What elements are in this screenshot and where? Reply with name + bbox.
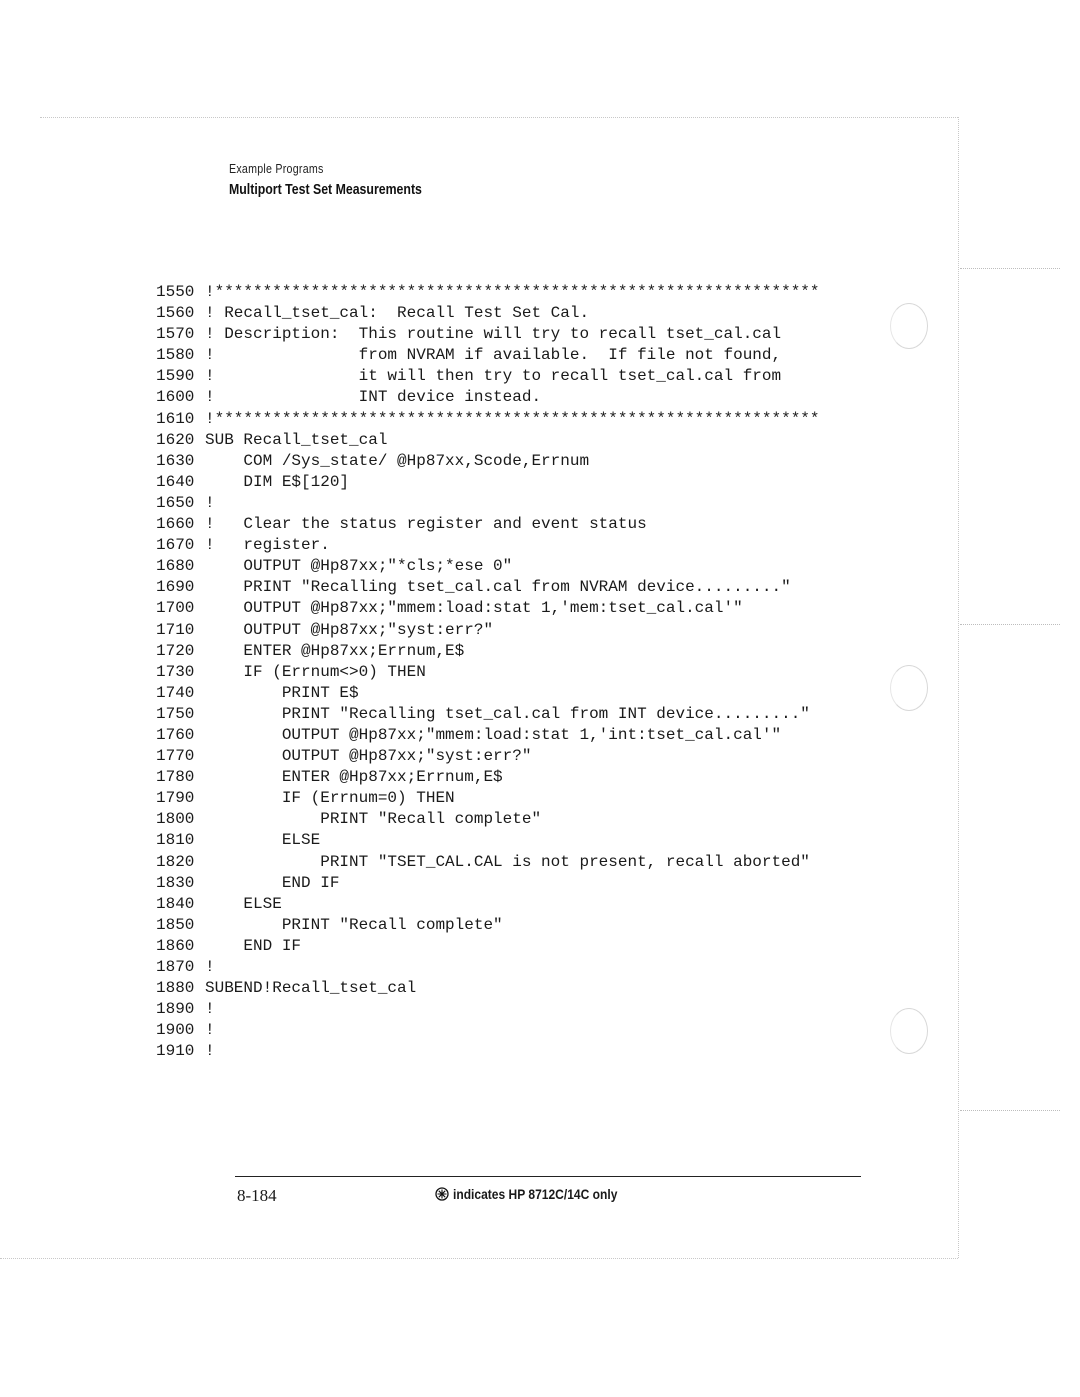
line-number: 1560 bbox=[156, 304, 195, 323]
code-line bbox=[156, 387, 820, 408]
code-text: ! bbox=[205, 1042, 215, 1061]
line-number: 1810 bbox=[156, 831, 195, 850]
code-text: OUTPUT @Hp87xx;"syst:err?" bbox=[205, 620, 494, 639]
line-number: 1910 bbox=[156, 1042, 195, 1061]
code-text: IF (Errnum<>0) THEN bbox=[205, 662, 426, 681]
section-title: Example Programs bbox=[229, 161, 324, 176]
code-text: DIM E$[120] bbox=[205, 472, 350, 491]
line-number: 1890 bbox=[156, 1000, 195, 1019]
code-text: ! Clear the status register and event status bbox=[205, 515, 647, 534]
code-text: PRINT "Recall complete" bbox=[205, 915, 503, 934]
code-line bbox=[156, 598, 820, 619]
line-number: 1820 bbox=[156, 852, 195, 871]
code-text: ! INT device instead. bbox=[205, 388, 542, 407]
edge-tick bbox=[960, 268, 1060, 269]
line-number: 1900 bbox=[156, 1021, 195, 1040]
line-number: 1840 bbox=[156, 894, 195, 913]
code-line bbox=[156, 535, 820, 556]
code-line bbox=[156, 472, 820, 493]
code-line bbox=[156, 366, 820, 387]
running-header bbox=[229, 161, 456, 198]
code-line bbox=[156, 493, 820, 514]
code-line bbox=[156, 873, 820, 894]
code-line bbox=[156, 514, 820, 535]
edge-tick bbox=[960, 1110, 1060, 1111]
line-number: 1780 bbox=[156, 768, 195, 787]
code-text: PRINT E$ bbox=[205, 683, 359, 702]
page-top-edge bbox=[40, 117, 958, 118]
code-text: ! register. bbox=[205, 536, 330, 555]
code-text: ! bbox=[205, 493, 215, 512]
code-line bbox=[156, 662, 820, 683]
code-text: PRINT "Recall complete" bbox=[205, 810, 542, 829]
line-number: 1630 bbox=[156, 451, 195, 470]
code-text: COM /Sys_state/ @Hp87xx,Scode,Errnum bbox=[205, 451, 590, 470]
line-number: 1600 bbox=[156, 388, 195, 407]
code-text: ! bbox=[205, 958, 215, 976]
code-listing bbox=[156, 282, 820, 1062]
code-text: SUBEND!Recall_tset_cal bbox=[205, 979, 417, 998]
code-text: PRINT "Recalling tset_cal.cal from NVRAM device........." bbox=[205, 578, 791, 597]
code-line bbox=[156, 809, 820, 830]
code-line bbox=[156, 1020, 820, 1041]
code-line bbox=[156, 852, 820, 873]
code-text: ! Recall_tset_cal: Recall Test Set Cal. bbox=[205, 304, 590, 323]
code-line bbox=[156, 324, 820, 345]
line-number: 1690 bbox=[156, 578, 195, 597]
line-number: 1750 bbox=[156, 704, 195, 723]
code-line bbox=[156, 999, 820, 1020]
code-line bbox=[156, 641, 820, 662]
line-number: 1710 bbox=[156, 620, 195, 639]
code-text: ! bbox=[205, 1021, 215, 1040]
code-line bbox=[156, 978, 820, 999]
line-number: 1620 bbox=[156, 430, 195, 449]
code-line bbox=[156, 409, 820, 430]
line-number: 1880 bbox=[156, 979, 195, 998]
code-line bbox=[156, 725, 820, 746]
page-bottom-edge bbox=[0, 1258, 958, 1259]
line-number: 1850 bbox=[156, 915, 195, 934]
code-text: ! bbox=[205, 1000, 215, 1019]
code-line bbox=[156, 894, 820, 915]
line-number: 1550 bbox=[156, 283, 195, 301]
code-line bbox=[156, 788, 820, 809]
page-number: 8-184 bbox=[237, 1186, 277, 1205]
line-number: 1660 bbox=[156, 515, 195, 534]
code-text: ENTER @Hp87xx;Errnum,E$ bbox=[205, 641, 465, 660]
punch-hole bbox=[890, 1008, 928, 1054]
code-line bbox=[156, 303, 820, 324]
code-text: ELSE bbox=[205, 831, 321, 850]
code-text: OUTPUT @Hp87xx;"syst:err?" bbox=[205, 747, 532, 766]
line-number: 1830 bbox=[156, 873, 195, 892]
code-line bbox=[156, 577, 820, 598]
line-number: 1770 bbox=[156, 747, 195, 766]
code-line bbox=[156, 957, 820, 978]
code-line bbox=[156, 936, 820, 957]
code-line bbox=[156, 915, 820, 936]
line-number: 1700 bbox=[156, 599, 195, 618]
code-text: ! it will then try to recall tset_cal.cal from bbox=[205, 367, 782, 386]
code-text: ELSE bbox=[205, 894, 282, 913]
edge-tick bbox=[960, 624, 1060, 625]
line-number: 1570 bbox=[156, 325, 195, 344]
code-text: OUTPUT @Hp87xx;"mmem:load:stat 1,'mem:tset_cal.cal'" bbox=[205, 599, 743, 618]
line-number: 1800 bbox=[156, 810, 195, 829]
line-number: 1610 bbox=[156, 409, 195, 428]
line-number: 1730 bbox=[156, 662, 195, 681]
code-line bbox=[156, 430, 820, 451]
punch-hole bbox=[890, 665, 928, 711]
code-line bbox=[156, 345, 820, 366]
code-text: ENTER @Hp87xx;Errnum,E$ bbox=[205, 768, 503, 787]
code-text: OUTPUT @Hp87xx;"*cls;*ese 0" bbox=[205, 557, 513, 576]
feature-marker-icon bbox=[435, 1187, 449, 1201]
line-number: 1740 bbox=[156, 683, 195, 702]
code-text: IF (Errnum=0) THEN bbox=[205, 789, 455, 808]
code-text: ! Description: This routine will try to recall tset_cal.cal bbox=[205, 325, 782, 344]
punch-hole bbox=[890, 303, 928, 349]
code-text: END IF bbox=[205, 873, 340, 892]
code-text: SUB Recall_tset_cal bbox=[205, 430, 388, 449]
code-line bbox=[156, 282, 820, 303]
code-text: OUTPUT @Hp87xx;"mmem:load:stat 1,'int:tset_cal.cal'" bbox=[205, 725, 782, 744]
page-right-edge bbox=[958, 117, 959, 1258]
line-number: 1870 bbox=[156, 958, 195, 976]
line-number: 1580 bbox=[156, 346, 195, 365]
code-text: PRINT "TSET_CAL.CAL is not present, recall aborted" bbox=[205, 852, 810, 871]
line-number: 1760 bbox=[156, 725, 195, 744]
line-number: 1590 bbox=[156, 367, 195, 386]
line-number: 1860 bbox=[156, 936, 195, 955]
code-line bbox=[156, 620, 820, 641]
line-number: 1680 bbox=[156, 557, 195, 576]
code-text: PRINT "Recalling tset_cal.cal from INT device........." bbox=[205, 704, 810, 723]
code-line bbox=[156, 1041, 820, 1062]
code-text: ! from NVRAM if available. If file not found, bbox=[205, 346, 782, 365]
code-text: END IF bbox=[205, 936, 302, 955]
code-line bbox=[156, 556, 820, 577]
footer-rule bbox=[235, 1176, 861, 1177]
line-number: 1720 bbox=[156, 641, 195, 660]
footer-note-text: indicates HP 8712C/14C only bbox=[453, 1186, 618, 1202]
line-number: 1640 bbox=[156, 472, 195, 491]
subsection-title: Multiport Test Set Measurements bbox=[229, 182, 422, 198]
code-line bbox=[156, 830, 820, 851]
code-text: !*************************************************************** bbox=[205, 409, 820, 428]
line-number: 1670 bbox=[156, 536, 195, 555]
code-line bbox=[156, 767, 820, 788]
code-line bbox=[156, 704, 820, 725]
code-line bbox=[156, 451, 820, 472]
code-line bbox=[156, 683, 820, 704]
line-number: 1790 bbox=[156, 789, 195, 808]
footer-note bbox=[435, 1186, 644, 1202]
line-number: 1650 bbox=[156, 493, 195, 512]
code-text: !*************************************************************** bbox=[205, 283, 820, 301]
code-line bbox=[156, 746, 820, 767]
